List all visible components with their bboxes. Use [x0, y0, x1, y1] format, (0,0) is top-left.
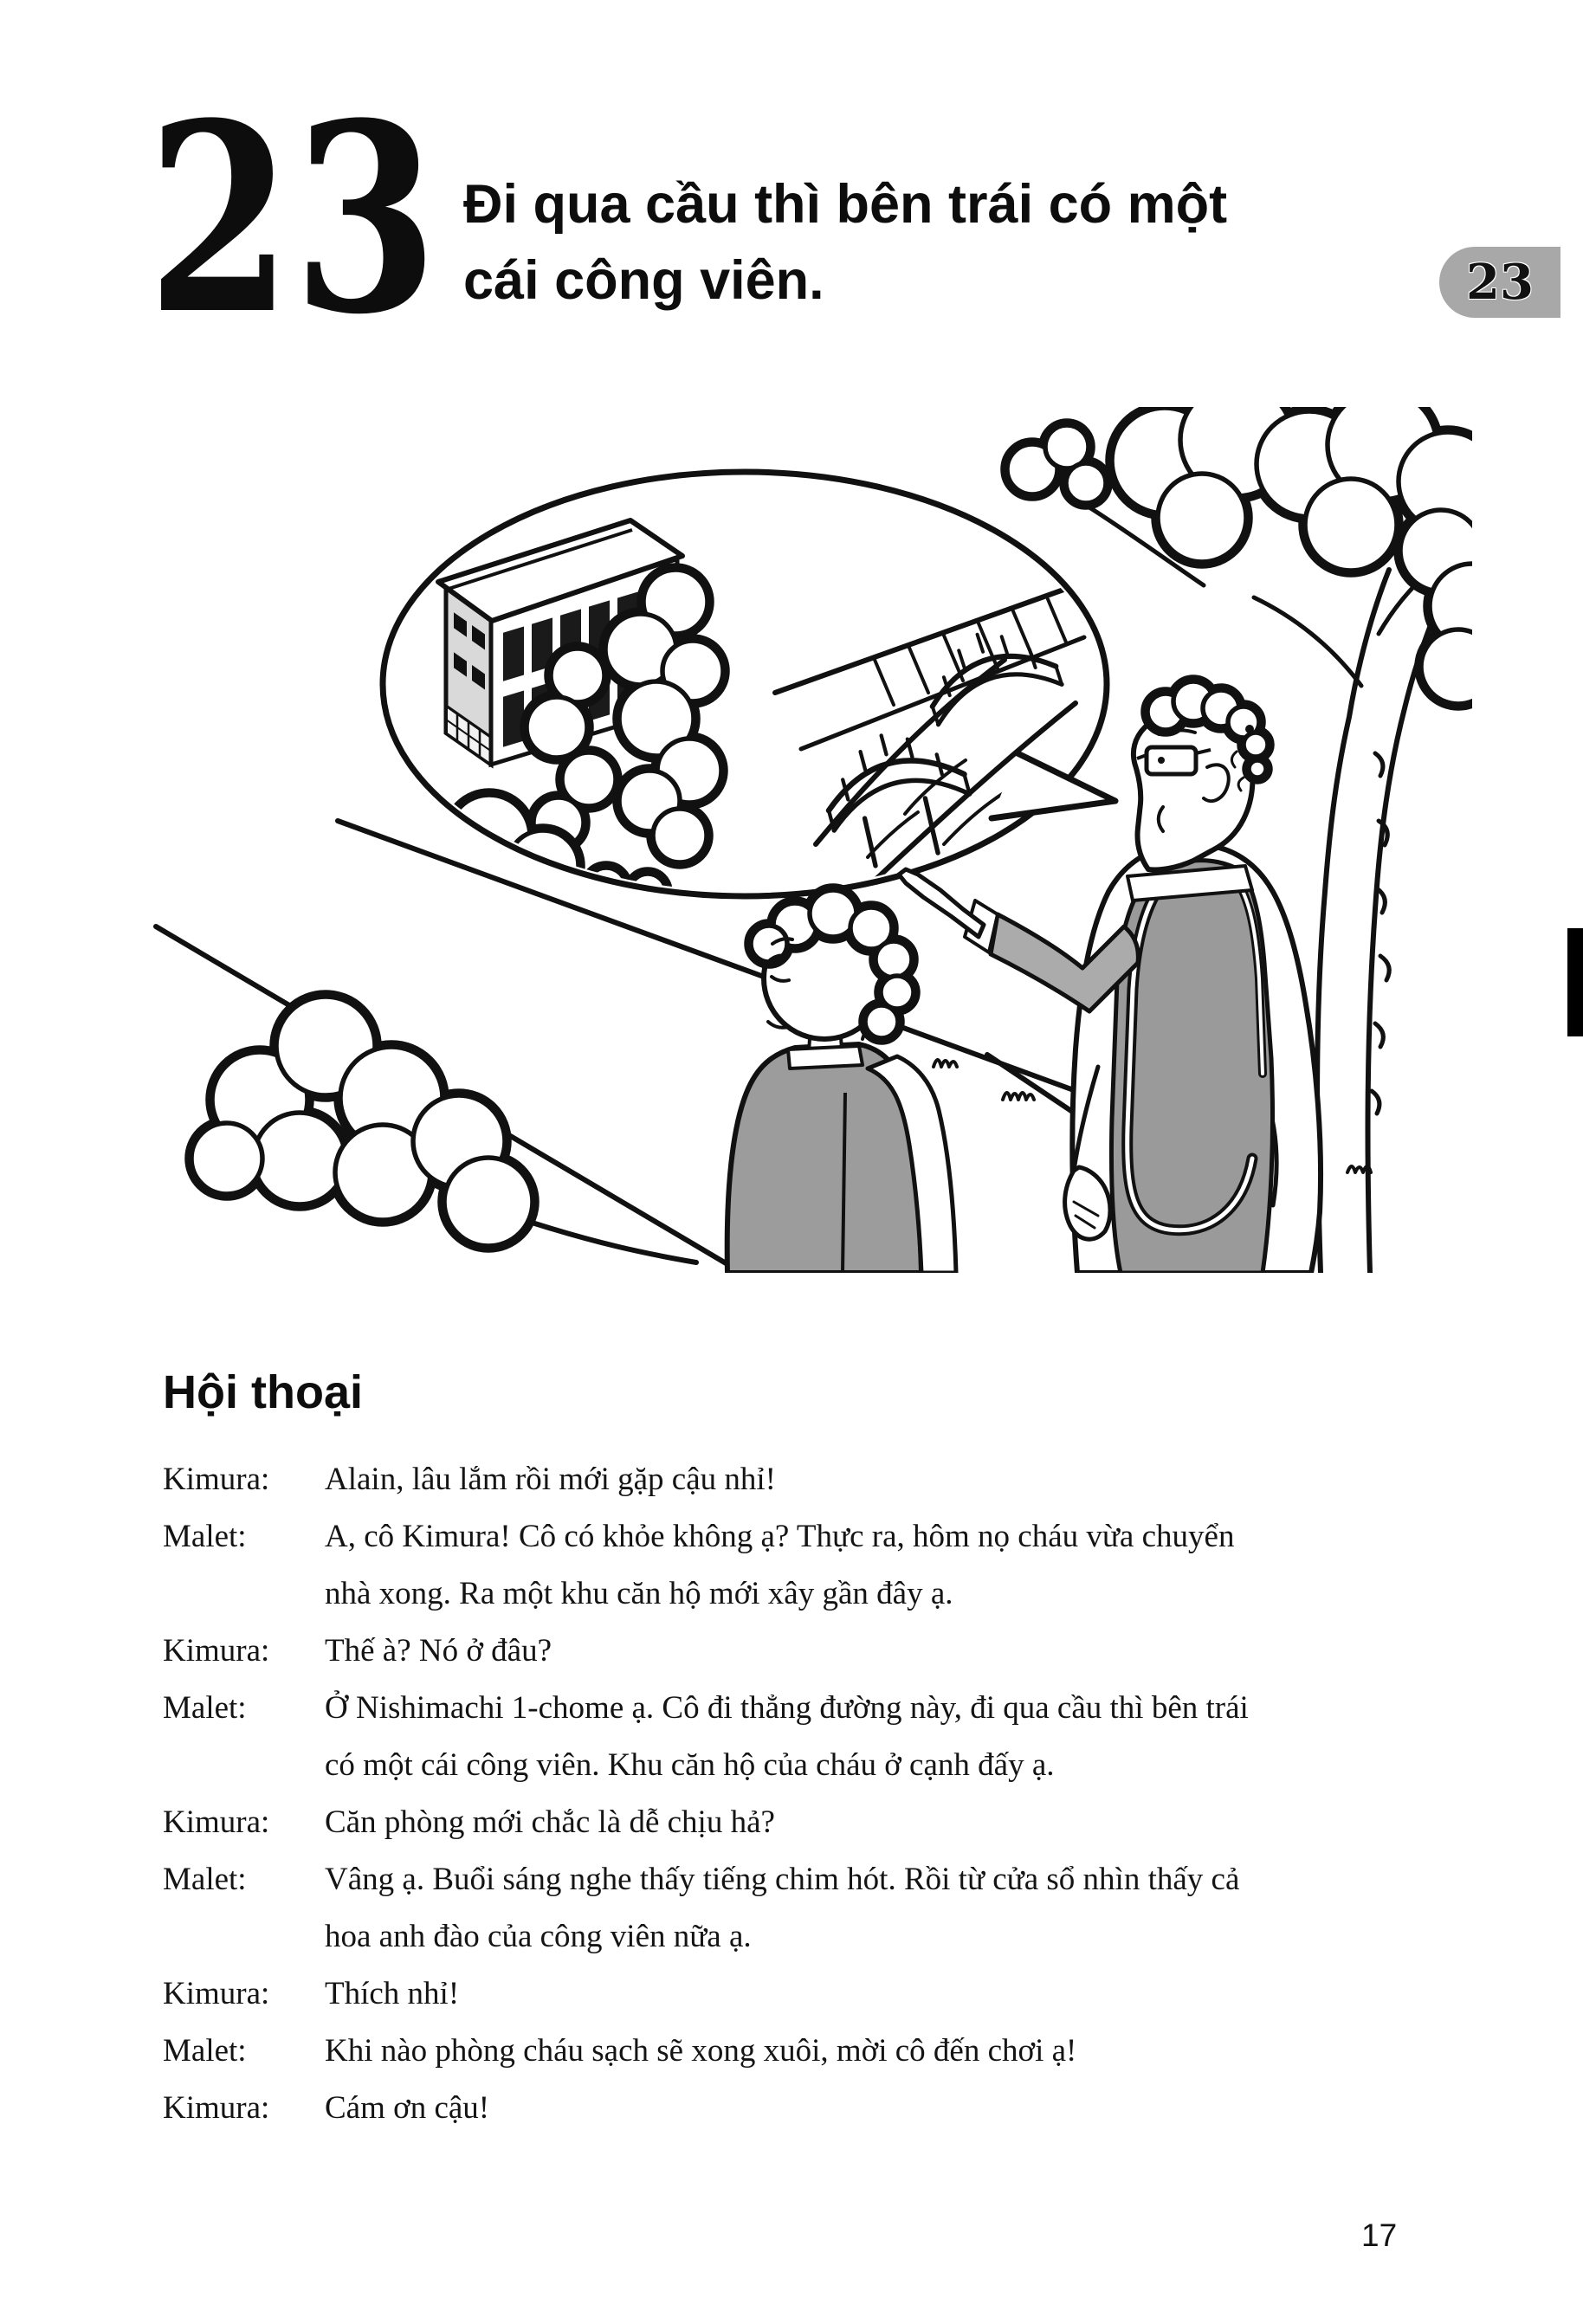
dialogue-text — [325, 2080, 1436, 2137]
speaker-label: Malet: — [163, 1519, 247, 1554]
dialogue-row — [163, 1851, 1436, 1966]
dialogue-line: Căn phòng mới chắc là dễ chịu hả? — [325, 1804, 775, 1840]
dialogue-row — [163, 2080, 1436, 2137]
speaker-label: Kimura: — [163, 2090, 270, 2126]
dialogue-row — [163, 2023, 1436, 2080]
woman-figure — [727, 886, 956, 1273]
man-pointing-hand — [899, 869, 984, 937]
dialogue-row — [163, 1451, 1436, 1508]
dialogue-text — [325, 1851, 1436, 1966]
dialogue-line: Thích nhỉ! — [325, 1976, 460, 2011]
page-number: 17 — [1361, 2217, 1398, 2253]
dialogue-row — [163, 1508, 1436, 1623]
illustration — [121, 407, 1472, 1273]
lesson-title — [463, 166, 1227, 319]
lesson-title-line2: cái công viên. — [463, 250, 824, 311]
lesson-title-line1: Đi qua cầu thì bên trái có một — [463, 174, 1228, 235]
dialogue-text — [325, 1966, 1436, 2023]
dialogue-list — [163, 1451, 1436, 2137]
speaker-label: Malet: — [163, 2033, 247, 2069]
speaker-label: Kimura: — [163, 1804, 270, 1840]
lesson-number: 23 — [147, 66, 440, 371]
dialogue-text — [325, 1451, 1436, 1508]
speaker-label: Kimura: — [163, 1976, 270, 2011]
dialogue-row — [163, 1680, 1436, 1794]
section-heading: Hội thoại — [163, 1366, 363, 1418]
page-edge-mark — [1567, 928, 1583, 1036]
dialogue-line: nhà xong. Ra một khu căn hộ mới xây gần đây ạ. — [325, 1576, 953, 1611]
speaker-label: Kimura: — [163, 1462, 270, 1497]
tree-twig-leaves — [1003, 421, 1110, 507]
dialogue-line: hoa anh đào của công viên nữa ạ. — [325, 1919, 752, 1954]
dialogue-line: Thế à? Nó ở đâu? — [325, 1633, 552, 1669]
dialogue-text — [325, 1794, 1436, 1851]
dialogue-line: Alain, lâu lắm rồi mới gặp cậu nhỉ! — [325, 1462, 776, 1497]
woman-collar — [788, 1046, 863, 1068]
speaker-label: Malet: — [163, 1862, 247, 1897]
speaker-label: Malet: — [163, 1690, 247, 1726]
chapter-tab-badge: 23 — [1439, 247, 1560, 318]
speech-bubble — [322, 472, 1115, 934]
dialogue-text — [325, 1680, 1436, 1794]
dialogue-text — [325, 1508, 1436, 1623]
dialogue-line: Cám ơn cậu! — [325, 2090, 490, 2126]
dialogue-text — [325, 2023, 1436, 2080]
dialogue-text — [325, 1623, 1436, 1680]
dialogue-row — [163, 1623, 1436, 1680]
roadside-bush — [187, 992, 696, 1262]
dialogue-row — [163, 1794, 1436, 1851]
dialogue-line: Vâng ạ. Buổi sáng nghe thấy tiếng chim hót. Rồi từ cửa sổ nhìn thấy cả — [325, 1862, 1240, 1897]
dialogue-line: Khi nào phòng cháu sạch sẽ xong xuôi, mời cô đến chơi ạ! — [325, 2033, 1077, 2069]
speaker-label: Kimura: — [163, 1633, 270, 1669]
dialogue-row — [163, 1966, 1436, 2023]
dialogue-line: Ở Nishimachi 1-chome ạ. Cô đi thẳng đường này, đi qua cầu thì bên trái — [325, 1690, 1249, 1726]
dialogue-line: A, cô Kimura! Cô có khỏe không ạ? Thực ra, hôm nọ cháu vừa chuyển — [325, 1519, 1235, 1554]
dialogue-line: có một cái công viên. Khu căn hộ của cháu ở cạnh đấy ạ. — [325, 1747, 1055, 1783]
